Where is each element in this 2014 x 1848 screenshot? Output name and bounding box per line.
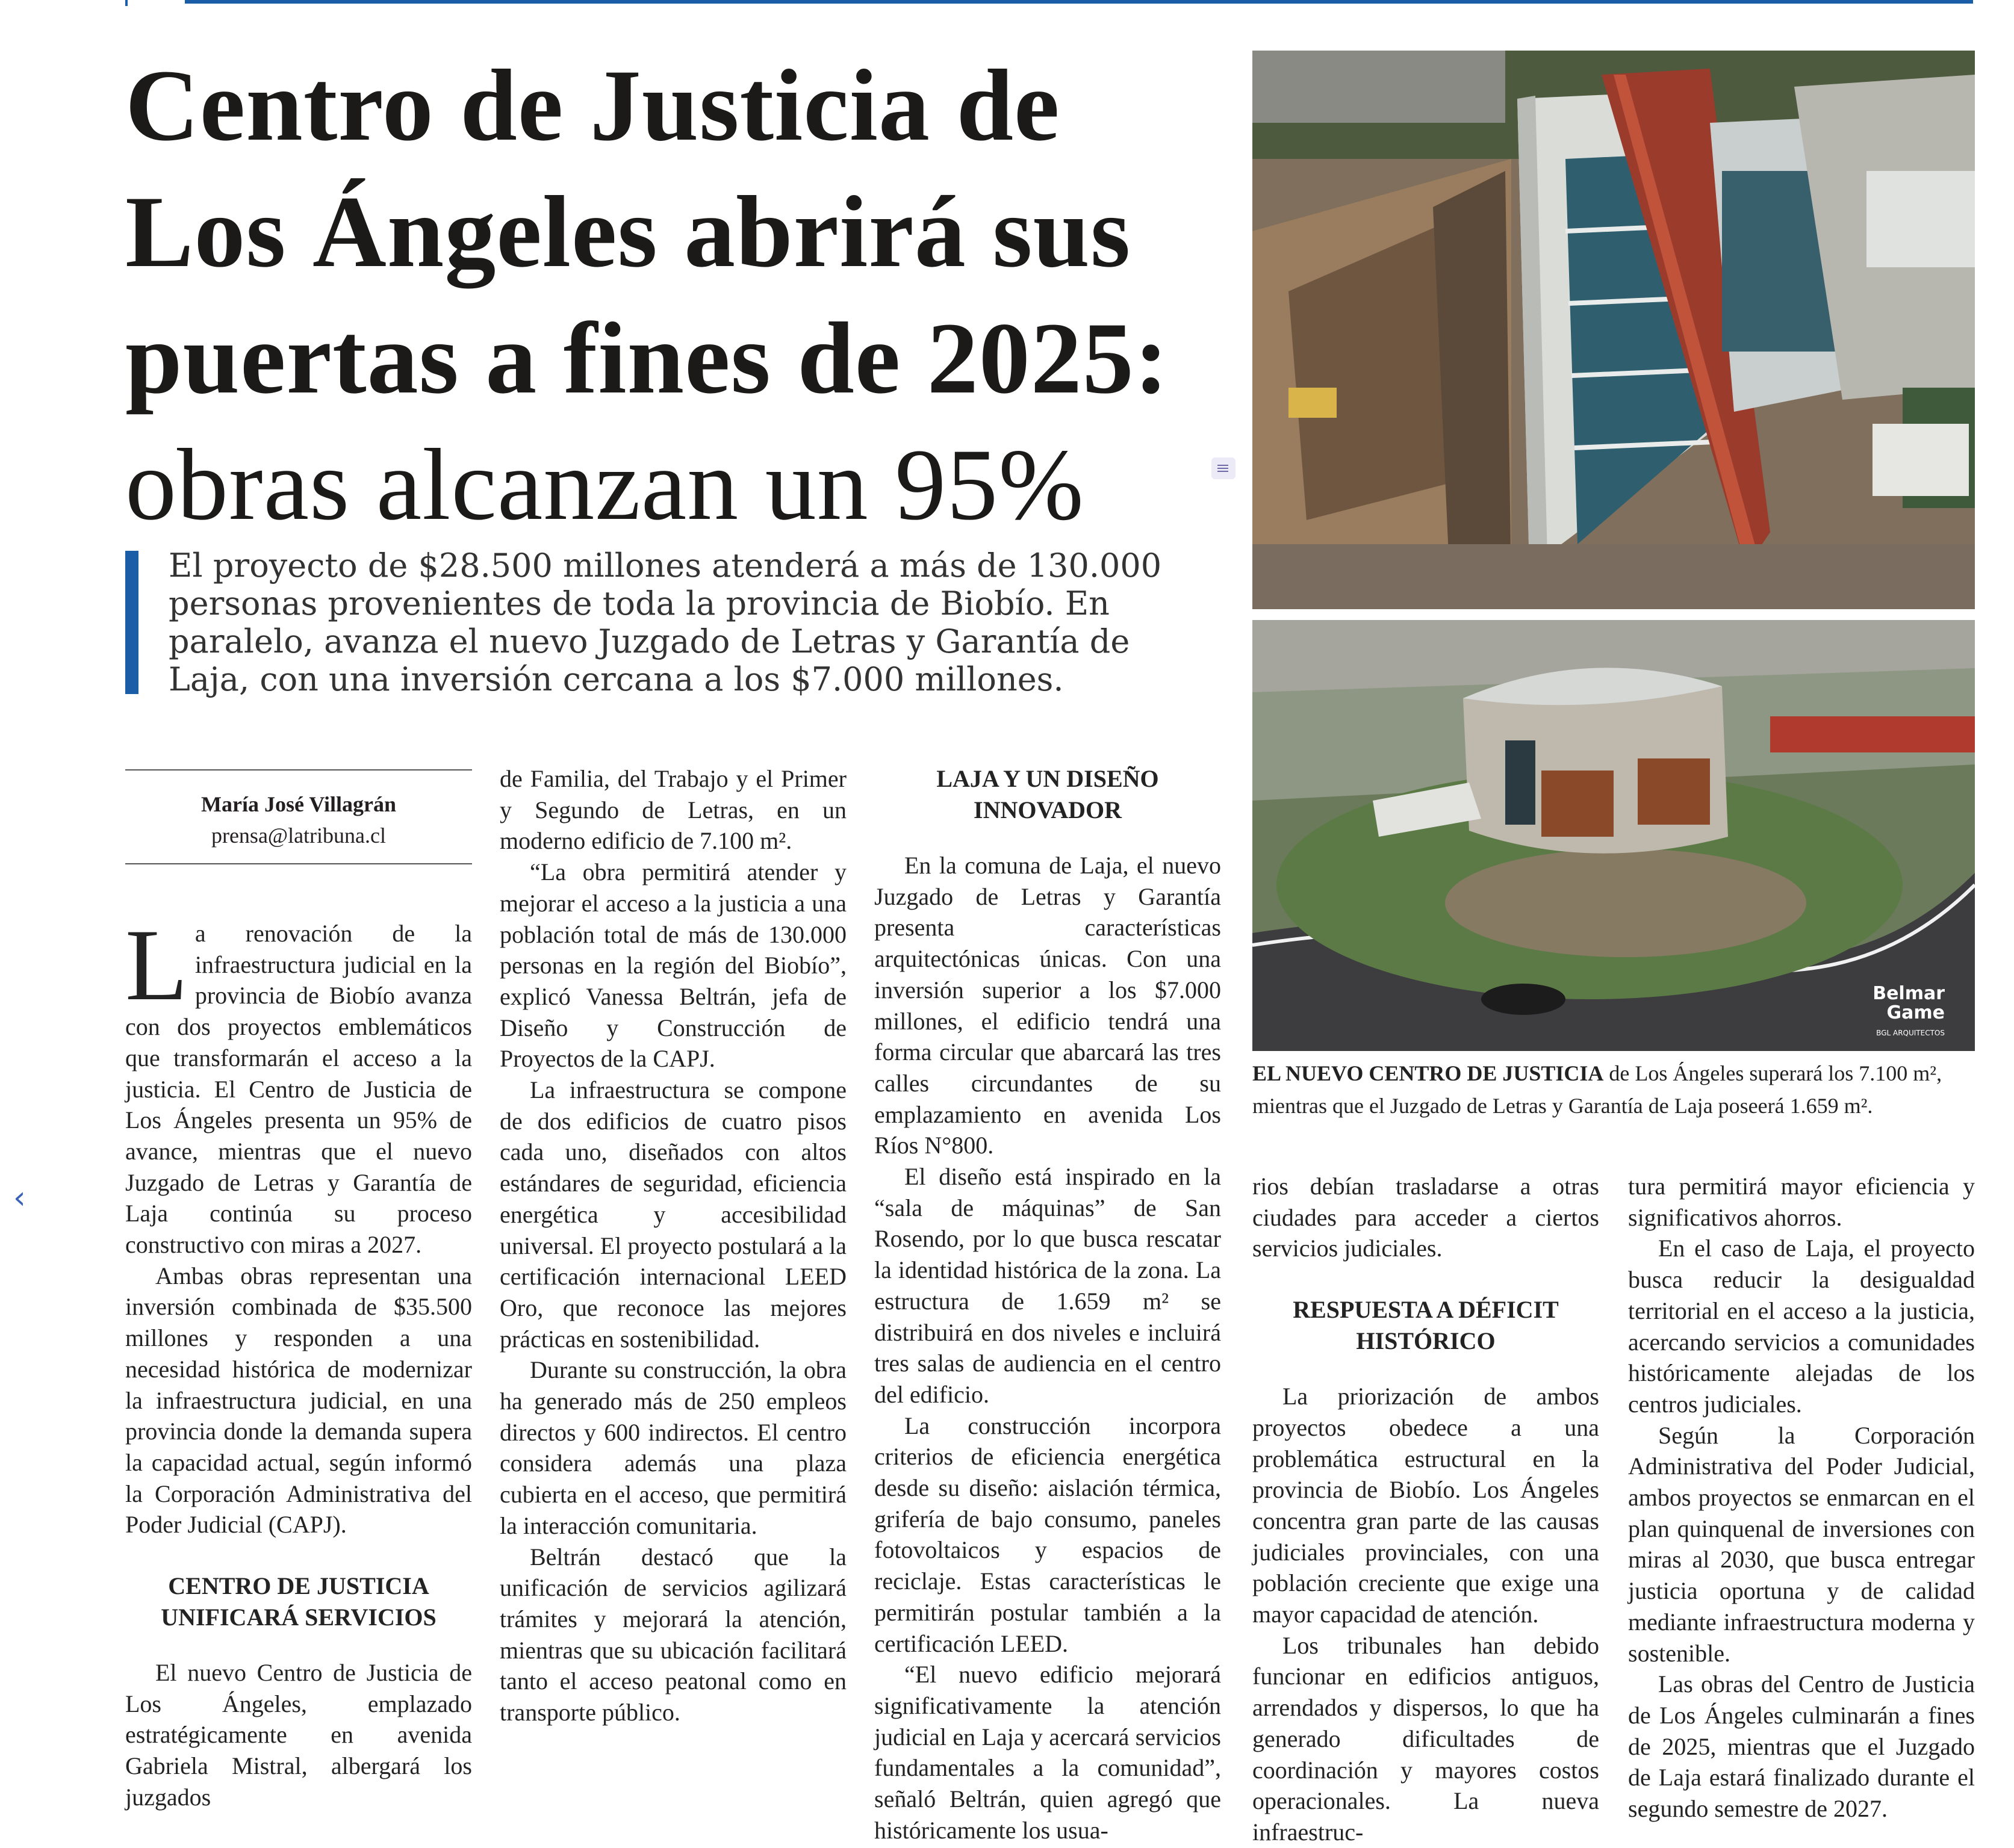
byline-rule-bottom [125, 863, 472, 864]
render-watermark-line-1: Belmar [1873, 983, 1945, 1004]
byline-rule-top [125, 769, 472, 771]
article-column-4 [1252, 1171, 1599, 1848]
col1-paragraph-3: El nuevo Centro de Justicia de Los Ángeles, emplazado estratégicamente en avenida Gabriela Mistral, albergará los juzgados [125, 1659, 472, 1811]
architectural-render [1252, 620, 1975, 1051]
col3-paragraph-2: El diseño está inspirado en la “sala de máquinas” de San Rosendo, por lo que busca rescatar la identidad histórica de la zona. La estructura de 1.659 m² se distribuirá en dos niveles e incluirá tres salas de audiencia en el centro del edificio. [874, 1163, 1221, 1408]
article-column-5 [1628, 1171, 1975, 1825]
article-column-1 [125, 908, 472, 1813]
col1-paragraph-1: a renovación de la infraestructura judicial en la provincia de Biobío avanza con dos proyectos emblemáticos que transformarán el acceso a la justicia. El Centro de Justicia de Los Ángeles presenta un 95% de avance, mientras que el nuevo Juzgado de Letras y Garantía de Laja continúa su proceso constructivo con miras a 2027. [125, 920, 472, 1259]
headline-line-2: Los Ángeles abrirá sus [125, 175, 1131, 288]
photo-caption [1252, 1057, 1975, 1122]
caption-lead: EL NUEVO CENTRO DE JUSTICIA [1252, 1061, 1604, 1085]
col5-paragraph-4: Las obras del Centro de Justicia de Los Ángeles culminarán a fines de 2025, mientras que el Juzgado de Laja estará finalizado durante el segundo semestre de 2027. [1628, 1670, 1975, 1823]
top-marker [125, 0, 128, 6]
author-email: prensa@latribuna.cl [211, 823, 387, 848]
top-rule [185, 0, 1973, 4]
article-column-2 [500, 763, 847, 1728]
col2-paragraph-4: Durante su construcción, la obra ha generado más de 250 empleos directos y 600 indirectos. El centro considera además una plaza cubierta en el acceso, que permitirá la interacción comunitaria. [500, 1356, 847, 1539]
headline-line-4: obras alcanzan un 95% [125, 428, 1084, 541]
col2-paragraph-1: de Familia, del Trabajo y el Primer y Segundo de Letras, en un moderno edificio de 7.100 m². [500, 765, 847, 855]
col3-paragraph-3: La construcción incorpora criterios de eficiencia energética desde su diseño: aislación térmica, grifería de bajo consumo, paneles fotovoltaicos y espacios de reciclaje. Estas características le permitirán postular también a la certificación LEED. [874, 1412, 1221, 1657]
col4-paragraph-1: rios debían trasladarse a otras ciudades para acceder a ciertos servicios judiciales. [1252, 1173, 1599, 1262]
col2-paragraph-5: Beltrán destacó que la unificación de servicios agilizará trámites y mejorará la atención, mientras que su ubicación facilitará tanto el acceso peatonal como en transporte público. [500, 1543, 847, 1726]
col1-paragraph-2: Ambas obras representan una inversión combinada de $35.500 millones y responden a una necesidad histórica de modernizar la infraestructura judicial, en una provincia donde la demanda supera la capacidad actual, según informó la Corporación Administrativa del Poder Judicial (CAPJ). [125, 1262, 472, 1539]
col3-paragraph-1: En la comuna de Laja, el nuevo Juzgado de Letras y Garantía presenta características arquitectónicas únicas. Con una inversión superior a los $7.000 millones, el edificio tendrá una forma circular que abarcará las tres calles circundantes de su emplazamiento en avenida Los Ríos N°800. [874, 852, 1221, 1159]
deck-summary: El proyecto de $28.500 millones atenderá a más de 130.000 personas provenientes de toda la provincia de Biobío. En paralelo, avanza el nuevo Juzgado de Letras y Garantía de Laja, con una inversión cercana a los $7.000 millones. [169, 547, 1162, 698]
drop-cap: L [125, 908, 188, 1022]
render-watermark-line-2: Game [1886, 1002, 1945, 1023]
author-name: María José Villagrán [201, 792, 396, 816]
col3-paragraph-4: “El nuevo edificio mejorará significativamente la atención judicial en Laja y acercará servicios fundamentales a la comunidad”, señaló Beltrán, quien agregó que históricamente los usua- [874, 1661, 1221, 1844]
headline-line-3: puertas a fines de 2025: [125, 302, 1169, 415]
note-icon[interactable] [1211, 457, 1235, 479]
col5-paragraph-1: tura permitirá mayor eficiencia y significativos ahorros. [1628, 1173, 1975, 1231]
render-watermark-credit: BGL ARQUITECTOS [1876, 1029, 1945, 1037]
byline [125, 789, 472, 851]
col5-paragraph-3: Según la Corporación Administrativa del Poder Judicial, ambos proyectos se enmarcan en el plan quinquenal de inversiones con miras al 2030, que busca entregar justicia oportuna y de calidad mediante infraestructura moderna y sostenible. [1628, 1421, 1975, 1667]
subhead-laja: LAJA Y UN DISEÑO INNOVADOR [936, 765, 1159, 823]
subhead-respuesta-deficit: RESPUESTA A DÉFICIT HISTÓRICO [1293, 1296, 1559, 1355]
aerial-construction-photo [1252, 51, 1975, 609]
article-column-3 [874, 763, 1221, 1846]
headline [125, 42, 1227, 548]
col4-paragraph-2: La priorización de ambos proyectos obedece a una problemática estructural en la provincia de Biobío. Los Ángeles concentra gran parte de las causas judiciales provinciales, con una población creciente que exige una mayor capacidad de atención. [1252, 1383, 1599, 1628]
headline-line-1: Centro de Justicia de [125, 49, 1060, 162]
col5-paragraph-2: En el caso de Laja, el proyecto busca reducir la desigualdad territorial en el acceso a la justicia, acercando servicios a comunidades históricamente alejadas de los centros judiciales. [1628, 1235, 1975, 1418]
col2-paragraph-2: “La obra permitirá atender y mejorar el acceso a la justicia a una población total de más de 130.000 personas en la región del Biobío”, explicó Vanessa Beltrán, jefa de Diseño y Construcción de Proyectos de la CAPJ. [500, 858, 847, 1073]
previous-page-chevron-icon[interactable]: ‹ [13, 1180, 26, 1216]
subhead-centro-justicia: CENTRO DE JUSTICIA UNIFICARÁ SERVICIOS [161, 1572, 437, 1631]
caption-text: de Los Ángeles superará los 7.100 m², mientras que el Juzgado de Letras y Garantía de Laja poseerá 1.659 m². [1252, 1061, 1942, 1118]
col2-paragraph-3: La infraestructura se compone de dos edificios de cuatro pisos cada uno, diseñados con altos estándares de seguridad, eficiencia energética y accesibilidad universal. El proyecto postulará a la certificación internacional LEED Oro, que reconoce las mejores prácticas en sostenibilidad. [500, 1076, 847, 1353]
col4-paragraph-3: Los tribunales han debido funcionar en edificios antiguos, arrendados y dispersos, lo que ha generado dificultades de coordinación y mayores costos operacionales. La nueva infraestruc- [1252, 1631, 1599, 1846]
deck-accent-bar [125, 551, 138, 694]
